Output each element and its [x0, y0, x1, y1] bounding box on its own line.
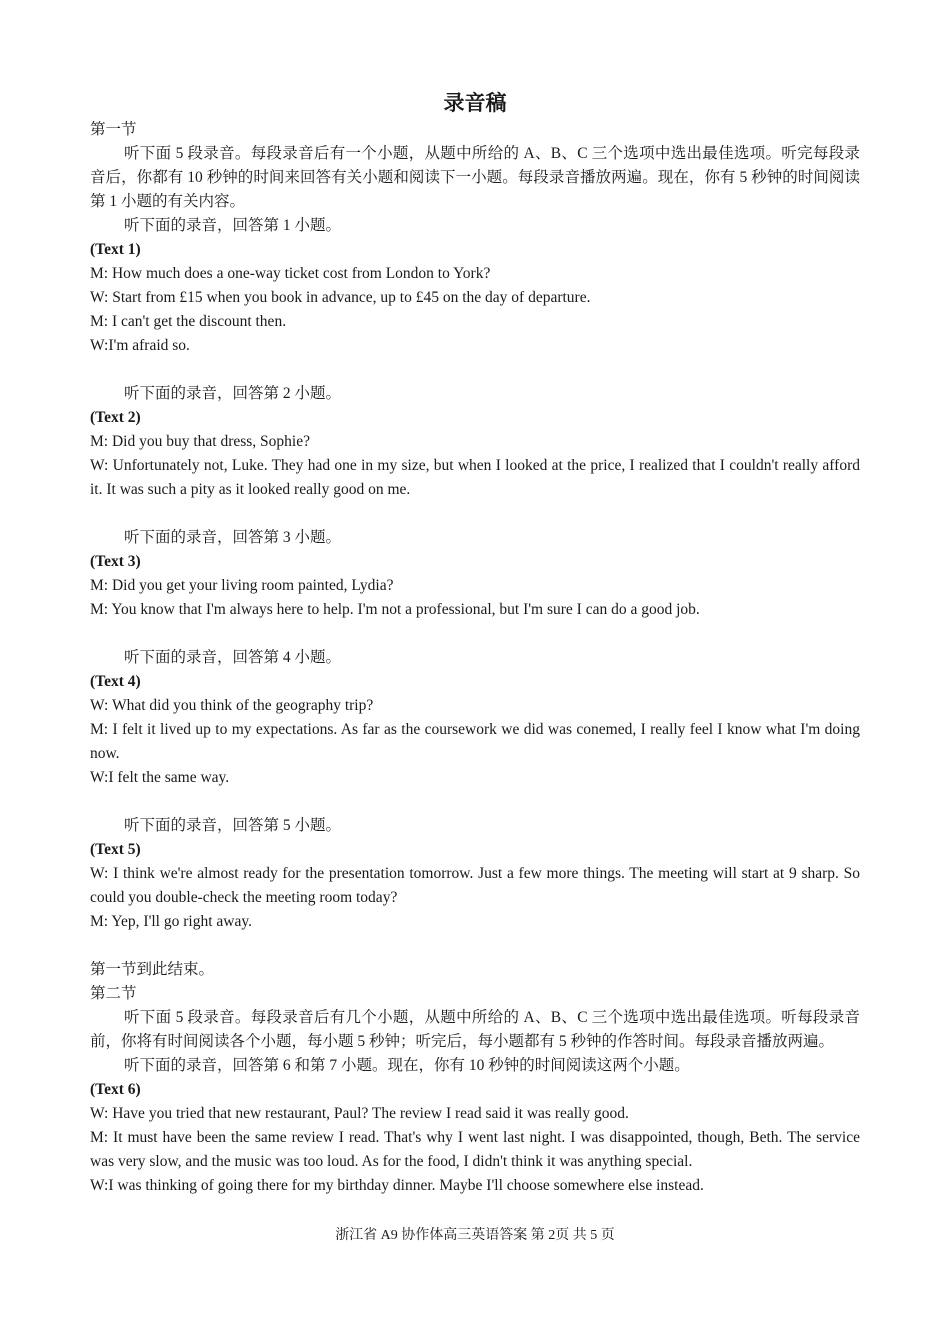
dialogue-line: M: Did you get your living room painted, Lydia? [90, 577, 394, 594]
text2-label: (Text 2) [90, 409, 141, 426]
page-footer: 浙江省 A9 协作体高三英语答案 第 2页 共 5 页 [335, 1228, 615, 1243]
prompt-5: 听下面的录音，回答第 5 小题。 [124, 817, 342, 834]
dialogue-line: M: I felt it lived up to my expectations. As far as the coursework we did was conemed, I really feel I know what I'm doing now. [90, 721, 860, 762]
spacer [90, 502, 860, 526]
prompt-4: 听下面的录音，回答第 4 小题。 [124, 649, 342, 666]
prompt-3: 听下面的录音，回答第 3 小题。 [124, 529, 342, 546]
dialogue-line: M: It must have been the same review I read. That's why I went last night. I was disappointed, though, Beth. The service was very slow, and the music was too loud. As for the food, I didn't think it was anything special. [90, 1129, 860, 1170]
section2-heading: 第二节 [90, 985, 137, 1002]
dialogue-line: W: Have you tried that new restaurant, Paul? The review I read said it was really good. [90, 1105, 629, 1122]
dialogue-line: W: What did you think of the geography trip? [90, 697, 374, 714]
dialogue-line: M: You know that I'm always here to help. I'm not a professional, but I'm sure I can do a good job. [90, 601, 700, 618]
text4-label: (Text 4) [90, 673, 141, 690]
section1-heading: 第一节 [90, 121, 137, 138]
text6-label: (Text 6) [90, 1081, 141, 1098]
dialogue-line: M: Yep, I'll go right away. [90, 913, 252, 930]
spacer [90, 790, 860, 814]
document-page [90, 88, 860, 1198]
dialogue-line: W: I think we're almost ready for the presentation tomorrow. Just a few more things. The meeting will start at 9 sharp. So could you double-check the meeting room today? [90, 865, 860, 906]
dialogue-line: W: Start from £15 when you book in advance, up to £45 on the day of departure. [90, 289, 591, 306]
dialogue-line: W: Unfortunately not, Luke. They had one in my size, but when I looked at the price, I realized that I couldn't really afford it. It was such a pity as it looked really good on me. [90, 457, 860, 498]
spacer [90, 622, 860, 646]
spacer [90, 358, 860, 382]
prompt-2: 听下面的录音，回答第 2 小题。 [124, 385, 342, 402]
text3-label: (Text 3) [90, 553, 141, 570]
dialogue-line: W:I felt the same way. [90, 769, 230, 786]
dialogue-line: M: I can't get the discount then. [90, 313, 287, 330]
text5-label: (Text 5) [90, 841, 141, 858]
text1-label: (Text 1) [90, 241, 141, 258]
prompt-6: 听下面的录音，回答第 6 和第 7 小题。现在，你有 10 秒钟的时间阅读这两个小题。 [124, 1057, 690, 1074]
dialogue-line: M: Did you buy that dress, Sophie? [90, 433, 310, 450]
spacer [90, 934, 860, 958]
prompt-1: 听下面的录音，回答第 1 小题。 [124, 217, 342, 234]
dialogue-line: W:I was thinking of going there for my birthday dinner. Maybe I'll choose somewhere else instead. [90, 1177, 704, 1194]
dialogue-line: W:I'm afraid so. [90, 337, 190, 354]
dialogue-line: M: How much does a one-way ticket cost from London to York? [90, 265, 491, 282]
section2-instructions: 听下面 5 段录音。每段录音后有几个小题，从题中所给的 A、B、C 三个选项中选出最佳选项。听每段录音前，你将有时间阅读各个小题，每小题 5 秒钟；听完后，每小题都有 5 秒钟的作答时间。每段录音播放两遍。 [90, 1009, 860, 1050]
section1-end: 第一节到此结束。 [90, 961, 215, 978]
section1-instructions: 听下面 5 段录音。每段录音后有一个小题，从题中所给的 A、B、C 三个选项中选出最佳选项。听完每段录音后，你都有 10 秒钟的时间来回答有关小题和阅读下一小题。每段录音播放两遍。现在，你有 5 秒钟的时间阅读第 1 小题的有关内容。 [90, 145, 860, 210]
page-title: 录音稿 [443, 91, 507, 115]
